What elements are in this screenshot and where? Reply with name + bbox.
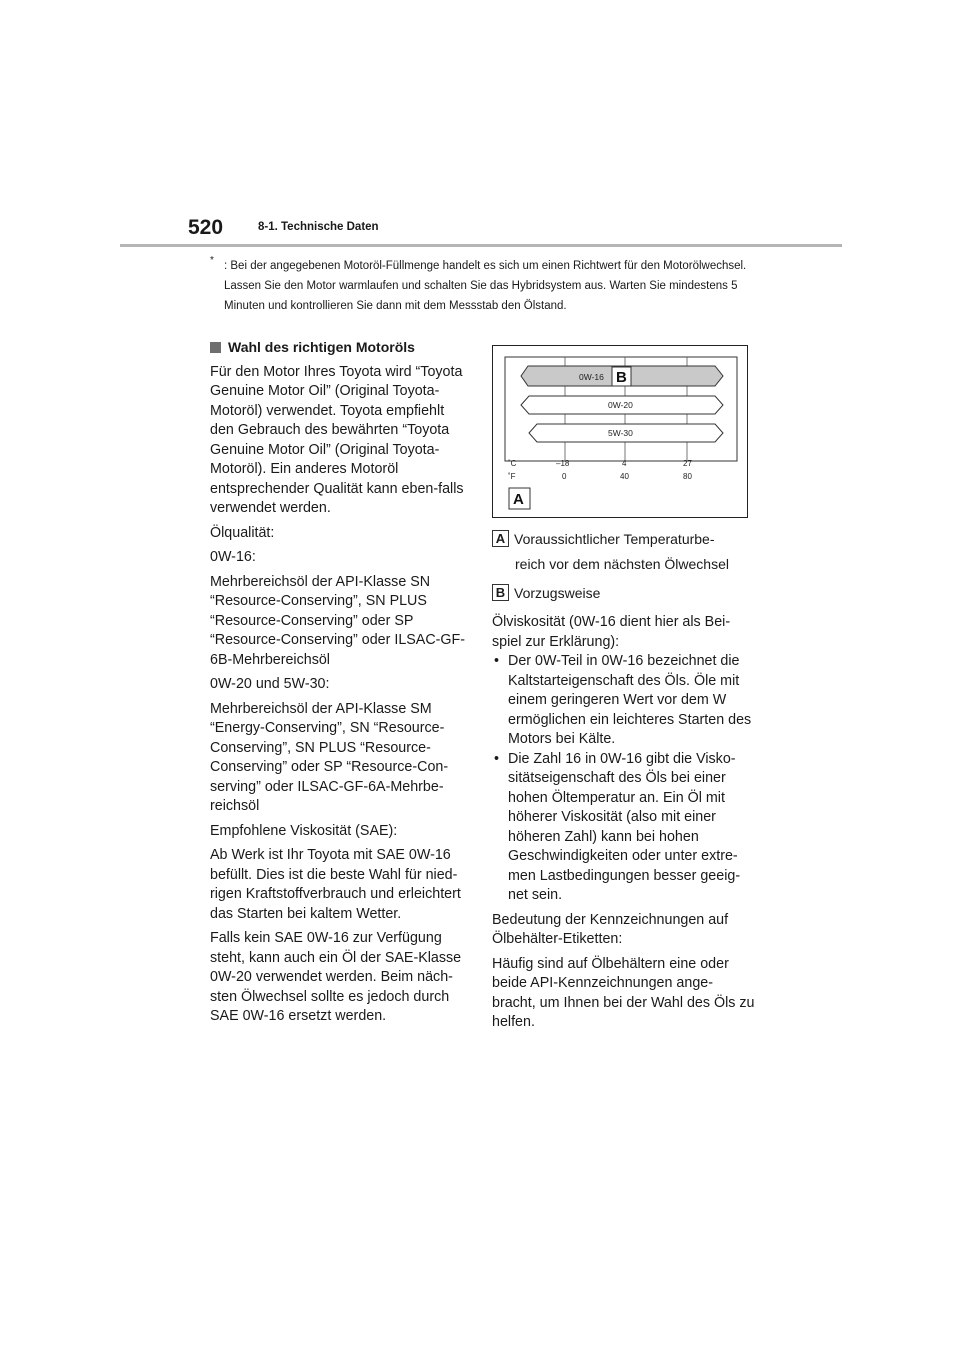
unit-fahrenheit: ˚F	[508, 472, 516, 481]
tick-c-4: 4	[622, 459, 627, 468]
page-number: 520	[188, 216, 224, 239]
section-heading	[210, 338, 468, 358]
api-marks-paragraph: Häufig sind auf Ölbehältern eine oder beide API-Kennzeichnungen ange-bracht, um Ihnen bei der Wahl des Öls zu helfen.	[492, 955, 755, 1030]
bar-label-5w30: 5W-30	[608, 428, 633, 438]
bullet-text: Die Zahl 16 in 0W-16 gibt die Visko-sitätseigenschaft des Öls bei einer hohen Öltemperatur an. Ein Öl mit höherer Viskosität (also mit einer höheren Zahl) kann bei hohen Geschwindigkeiten oder unter extre-men Lastbedingungen besser geeig-net sein.	[508, 750, 741, 903]
tick-c-27: 27	[683, 459, 692, 468]
legend-b-badge: B	[492, 584, 509, 601]
grade-0w20-5w30-label: 0W-20 und 5W-30:	[210, 676, 330, 692]
section-title: 8-1. Technische Daten	[258, 221, 379, 233]
footnote-marker: *	[210, 255, 214, 266]
bullet-item-cold-start	[492, 652, 756, 750]
bar-label-0w20: 0W-20	[608, 400, 633, 410]
header-divider	[120, 244, 842, 247]
left-column	[210, 338, 468, 1032]
unit-celsius: ˚C	[508, 459, 517, 468]
callout-a-label: A	[513, 491, 524, 508]
tick-f-80: 80	[683, 472, 692, 481]
bullet-item-hot-viscosity	[492, 750, 756, 906]
legend-a-text-line1: Voraussichtlicher Temperaturbe-	[514, 531, 715, 547]
bullet-marker: •	[494, 653, 500, 669]
legend-a-text-line2: reich vor dem nächsten Ölwechsel	[515, 556, 729, 572]
legend-b	[492, 584, 600, 603]
factory-fill-paragraph: Ab Werk ist Ihr Toyota mit SAE 0W-16 befüllt. Dies ist die beste Wahl für nied-rigen Kraftstoffverbrauch und erleichtert das Starten bei kaltem Wetter.	[210, 847, 461, 922]
square-bullet-icon	[210, 342, 221, 353]
right-column	[492, 613, 756, 1038]
bar-label-0w16: 0W-16	[579, 372, 604, 382]
viscosity-intro: Ölviskosität (0W-16 dient hier als Bei-spiel zur Erklärung):	[492, 614, 731, 650]
callout-b-label: B	[616, 369, 627, 386]
label-meaning-paragraph: Bedeutung der Kennzeichnungen auf Ölbehälter-Etiketten:	[492, 911, 729, 947]
heading-text: Wahl des richtigen Motoröls	[228, 339, 415, 355]
footnote	[210, 256, 750, 316]
grade-0w16-spec: Mehrbereichsöl der API-Klasse SN “Resource-Conserving”, SN PLUS “Resource-Conserving” oder SP “Resource-Conserving” oder ILSAC-GF-6B-Mehrbereichsöl	[210, 573, 466, 668]
diagram-svg	[493, 346, 749, 519]
bullet-text: Der 0W-Teil in 0W-16 bezeichnet die Kaltstarteigenschaft des Öls. Öle mit einem geringeren Wert vor dem W ermöglichen ein leichteres Starten des Motors bei Kälte.	[508, 653, 752, 747]
oil-quality-label: Ölqualität:	[210, 524, 275, 541]
legend-a-badge: A	[492, 530, 509, 547]
viscosity-temperature-diagram	[492, 345, 748, 518]
grade-0w20-5w30-spec: Mehrbereichsöl der API-Klasse SM “Energy-Conserving”, SN “Resource-Conserving”, SN PLUS “Resource-Conserving” oder SP “Resource-Con-serving” oder ILSAC-GF-6A-Mehrbe-reichsöl	[210, 700, 449, 814]
legend-a	[492, 530, 729, 574]
tick-f-40: 40	[620, 472, 629, 481]
tick-c-minus18: –18	[556, 459, 570, 468]
bullet-marker: •	[494, 750, 500, 767]
viscosity-label: Empfohlene Viskosität (SAE):	[210, 822, 398, 839]
grade-0w16-label: 0W-16:	[210, 549, 256, 565]
legend-b-text: Vorzugsweise	[514, 585, 601, 601]
footnote-text: : Bei der angegebenen Motoröl-Füllmenge handelt es sich um einen Richtwert für den Motorölwechsel. Lassen Sie den Motor warmlaufen und schalten Sie das Hybridsystem aus. Warten Sie mindestens 5 Minuten und kontrollieren Sie dann mit dem Messstab den Ölstand.	[224, 260, 747, 312]
fallback-oil-paragraph: Falls kein SAE 0W-16 zur Verfügung steht, kann auch ein Öl der SAE-Klasse 0W-20 verwendet werden. Beim näch-sten Ölwechsel sollte es jedoch durch SAE 0W-16 ersetzt werden.	[210, 930, 462, 1024]
intro-paragraph: Für den Motor Ihres Toyota wird “Toyota Genuine Motor Oil” (Original Toyota-Motoröl) verwendet. Toyota empfiehlt den Gebrauch des bewährten “Toyota Genuine Motor Oil” (Original Toyota-Motoröl). Ein anderes Motoröl entsprechender Qualität kann eben-falls verwendet werden.	[210, 363, 464, 516]
tick-f-0: 0	[562, 472, 567, 481]
